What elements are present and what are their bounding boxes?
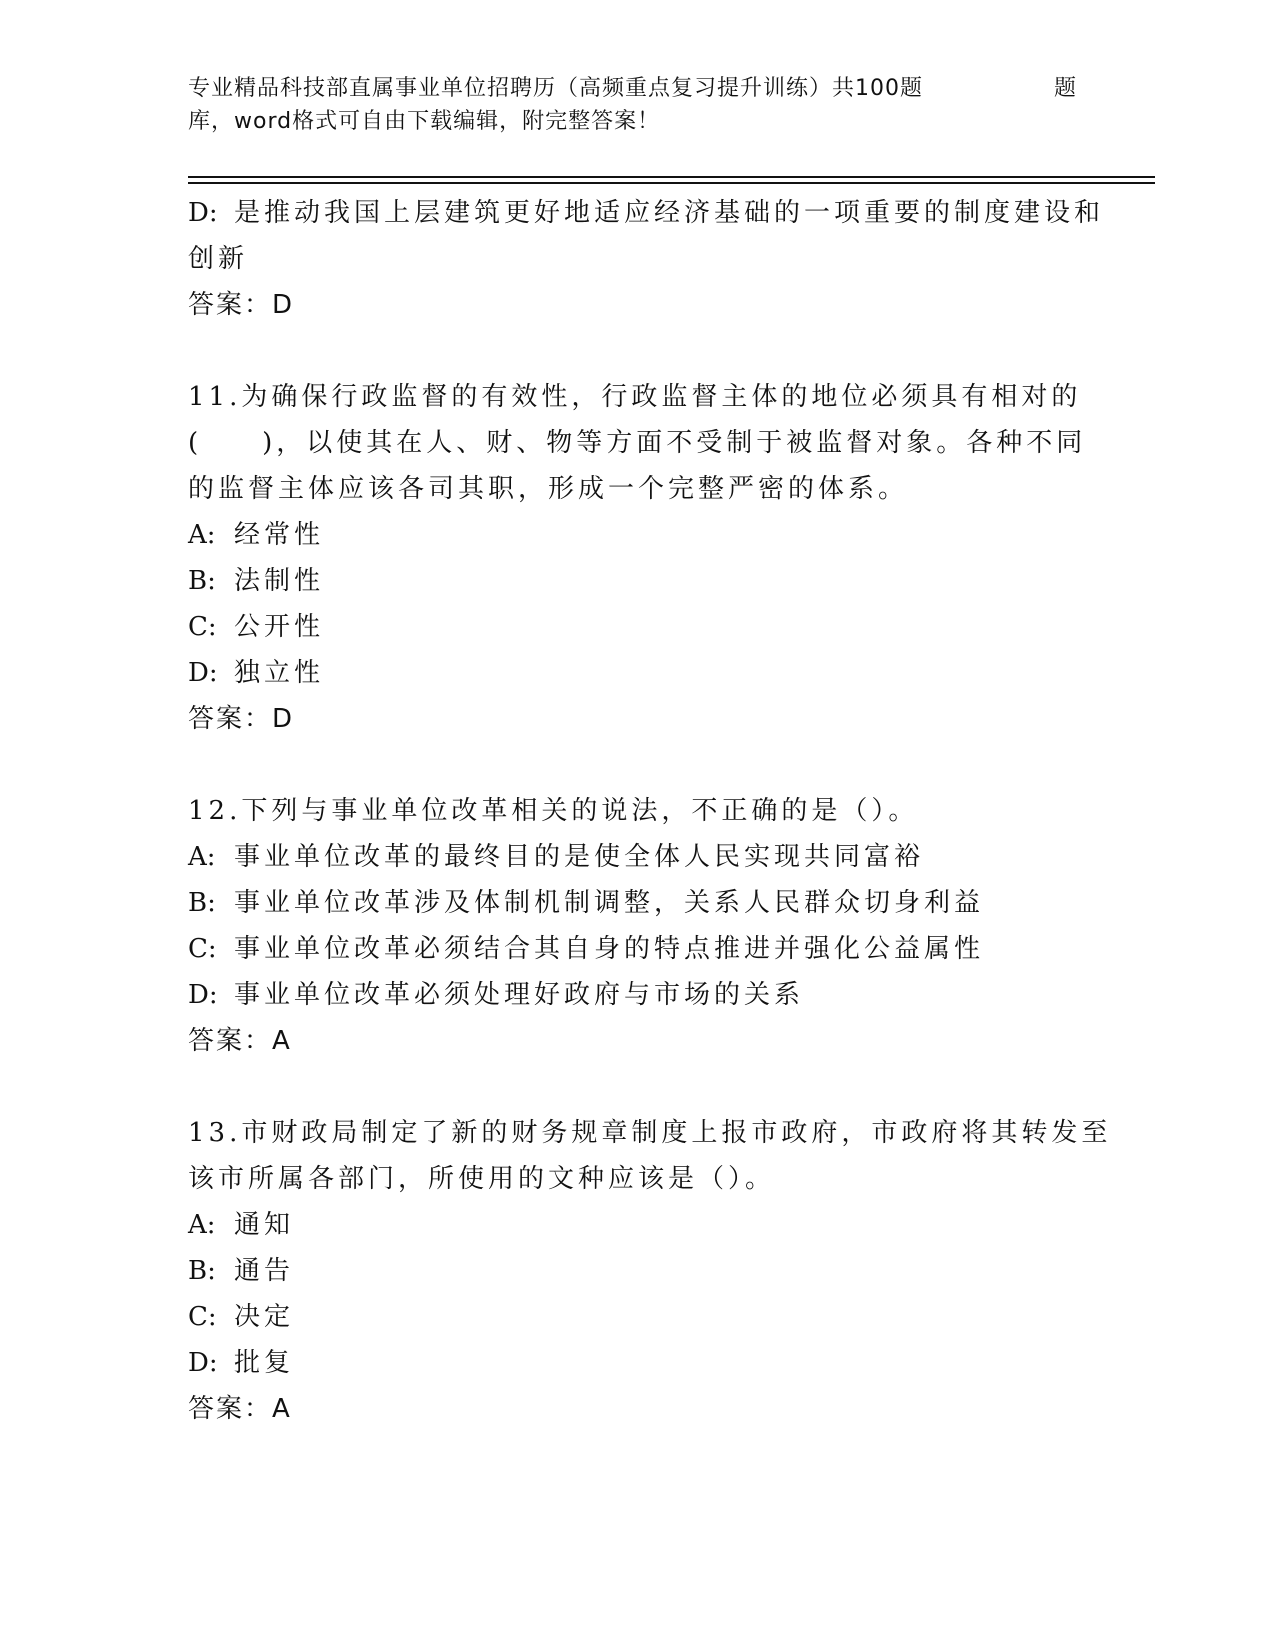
- q11-option-c: [188, 604, 1088, 650]
- q11-stem-line-2: ( )，以使其在人、财、物等方面不受制于被监督对象。各种不同: [188, 428, 1087, 458]
- spacer: [188, 742, 1088, 788]
- q12-answer: 答案：A: [188, 1026, 292, 1056]
- q13-option-a: [188, 1202, 1088, 1248]
- q11-stem-line-1: 11.为确保行政监督的有效性，行政监督主体的地位必须具有相对的: [188, 382, 1082, 412]
- header-line-2: 库，word格式可自由下载编辑，附完整答案！: [188, 109, 661, 134]
- option-text: 事业单位改革的最终目的是使全体人民实现共同富裕: [234, 842, 925, 872]
- option-label: D:: [188, 980, 218, 1010]
- page-header: [188, 72, 1088, 138]
- option-label: B:: [188, 888, 216, 918]
- q13-option-d: [188, 1340, 1088, 1386]
- option-text: 决定: [234, 1302, 295, 1332]
- q13-option-b: [188, 1248, 1088, 1294]
- q12-option-a: [188, 834, 1088, 880]
- q10-option-d: [188, 190, 1105, 236]
- option-label: B:: [188, 1256, 216, 1286]
- option-text: 公开性: [234, 612, 325, 642]
- q11-answer: 答案：D: [188, 704, 295, 734]
- header-title-tail: 题: [1054, 76, 1078, 101]
- header-title-text: 专业精品科技部直属事业单位招聘历（高频重点复习提升训练）共100题: [188, 76, 923, 101]
- q13-option-c: [188, 1294, 1088, 1340]
- option-text: 事业单位改革涉及体制机制调整，关系人民群众切身利益: [234, 888, 985, 918]
- option-text: 通知: [234, 1210, 295, 1240]
- q12-option-d: [188, 972, 1088, 1018]
- option-label: C:: [188, 612, 217, 642]
- q13-stem-line-1: 13.市财政局制定了新的财务规章制度上报市政府，市政府将其转发至: [188, 1118, 1112, 1148]
- option-text: 独立性: [234, 658, 325, 688]
- q12-option-b: [188, 880, 1088, 926]
- option-label: D:: [188, 198, 218, 228]
- option-text: 事业单位改革必须处理好政府与市场的关系: [234, 980, 805, 1010]
- header-rule-top: [188, 176, 1155, 178]
- q13-answer: 答案：A: [188, 1394, 292, 1424]
- q11-option-a: [188, 512, 1088, 558]
- option-text: 事业单位改革必须结合其自身的特点推进并强化公益属性: [234, 934, 985, 964]
- spacer: [188, 1064, 1088, 1110]
- option-text: 经常性: [234, 520, 325, 550]
- q11-option-d: [188, 650, 1088, 696]
- option-label: D:: [188, 658, 218, 688]
- header-line-1: [188, 72, 1088, 105]
- q10-answer: 答案：D: [188, 290, 295, 320]
- option-label: B:: [188, 566, 216, 596]
- option-text: 通告: [234, 1256, 295, 1286]
- option-text: 批复: [234, 1348, 295, 1378]
- q11-option-b: [188, 558, 1088, 604]
- question-content: [188, 190, 1112, 1432]
- option-label: A:: [188, 842, 216, 872]
- option-text: 是推动我国上层建筑更好地适应经济基础的一项重要的制度建设和: [234, 198, 1105, 228]
- option-label: C:: [188, 1302, 217, 1332]
- q11-stem-line-3: 的监督主体应该各司其职，形成一个完整严密的体系。: [188, 474, 909, 504]
- option-label: C:: [188, 934, 217, 964]
- header-rule-bottom: [188, 182, 1155, 184]
- q12-option-c: [188, 926, 1088, 972]
- q10-option-d-continued: 创新: [188, 244, 249, 274]
- q12-stem-line-1: 12.下列与事业单位改革相关的说法，不正确的是（）。: [188, 796, 919, 826]
- spacer: [188, 328, 1088, 374]
- option-label: A:: [188, 520, 216, 550]
- option-label: D:: [188, 1348, 218, 1378]
- option-text: 法制性: [234, 566, 325, 596]
- q13-stem-line-2: 该市所属各部门，所使用的文种应该是（）。: [188, 1164, 776, 1194]
- option-label: A:: [188, 1210, 216, 1240]
